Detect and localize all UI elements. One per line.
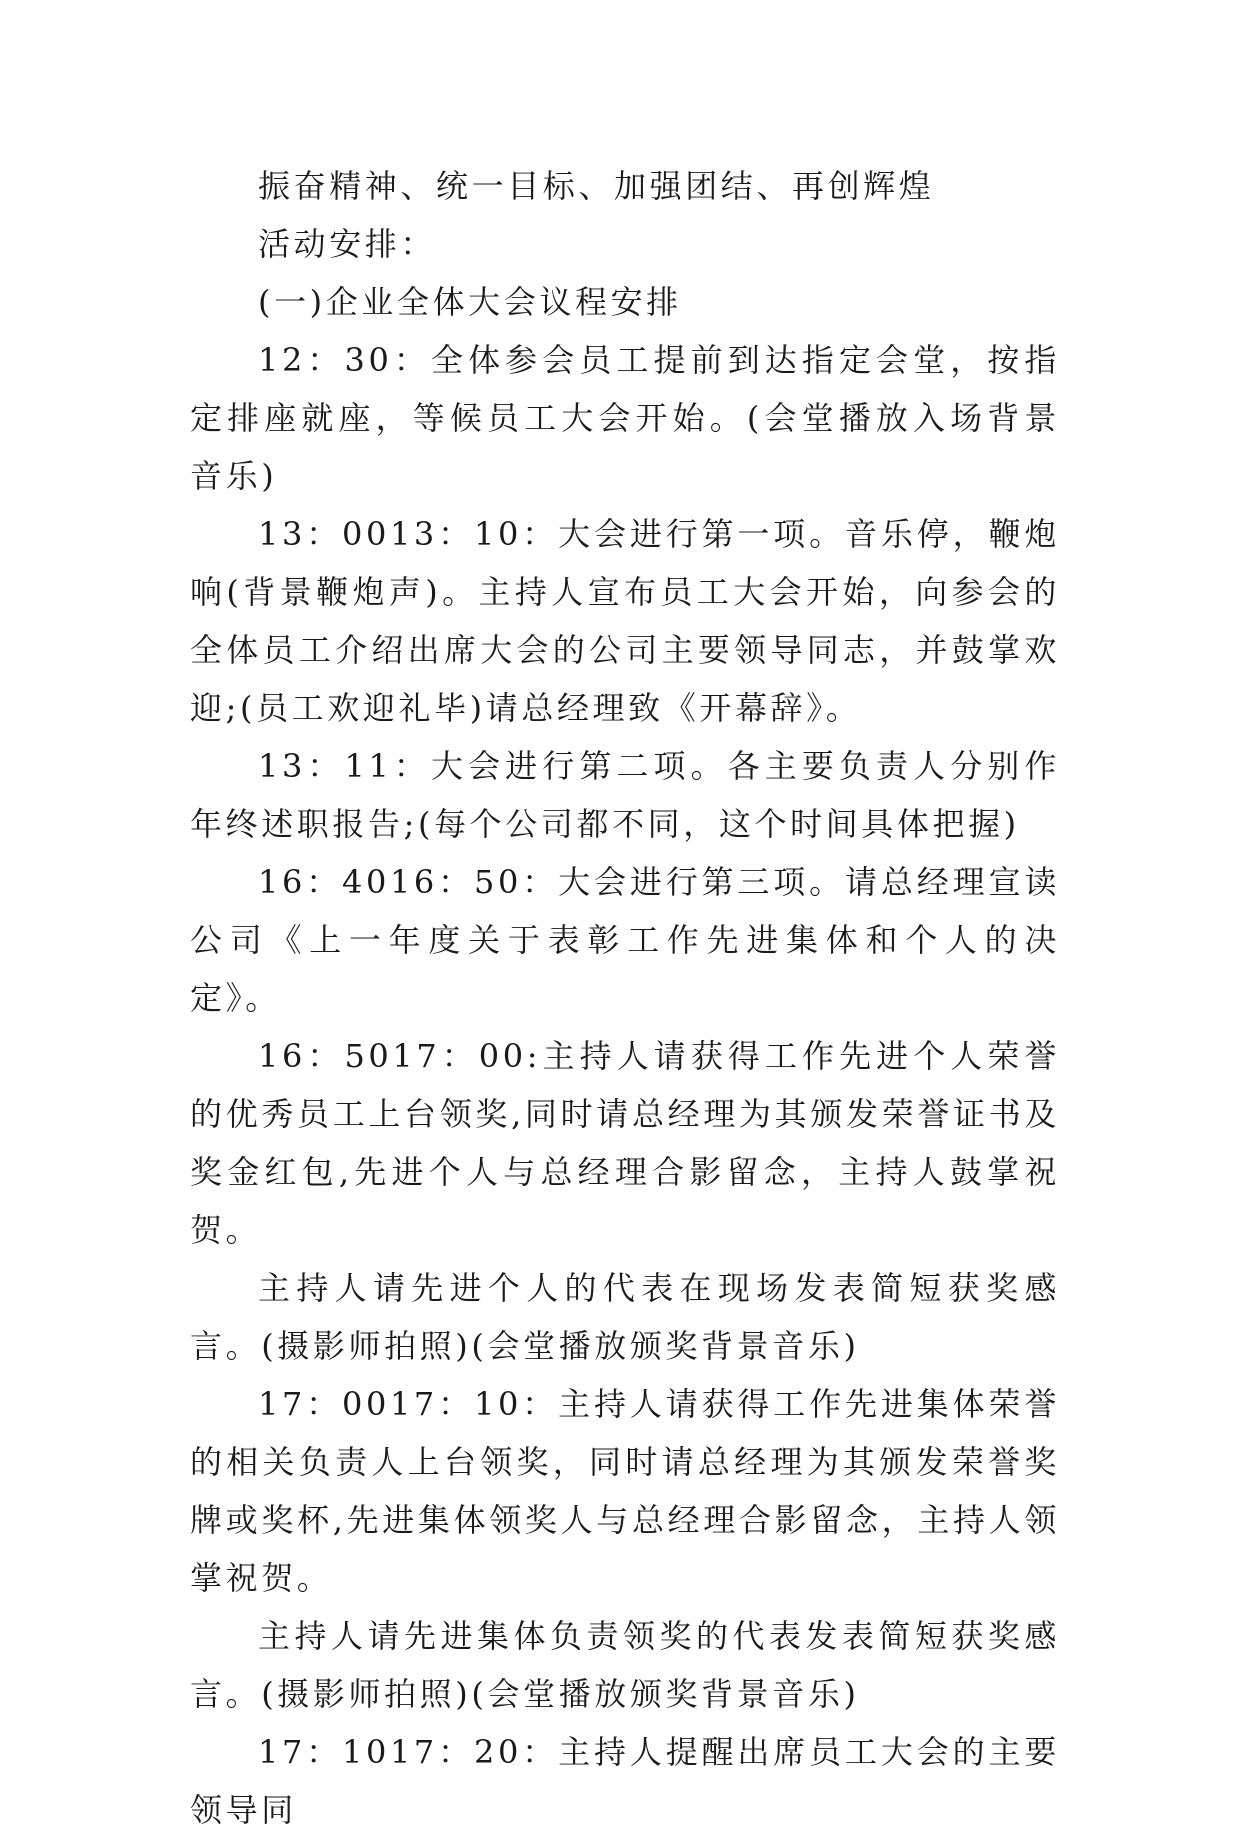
paragraph-item: 16：4016：50：大会进行第三项。请总经理宣读公司《上一年度关于表彰工作先进集体和个人的决定》。 — [190, 863, 1060, 1017]
paragraph-item: 17：1017：20：主持人提醒出席员工大会的主要领导同 — [190, 1733, 1060, 1829]
document-body — [190, 157, 1060, 1839]
paragraph-item: 13：11：大会进行第二项。各主要负责人分别作年终述职报告;(每个公司都不同，这个时间具体把握) — [190, 747, 1060, 843]
paragraph-item: 12：30：全体参会员工提前到达指定会堂，按指定排座就座，等候员工大会开始。(会堂播放入场背景音乐) — [190, 341, 1060, 495]
paragraph-slogan: 振奋精神、统一目标、加强团结、再创辉煌 — [258, 167, 935, 205]
paragraph-item: 主持人请先进个人的代表在现场发表简短获奖感言。(摄影师拍照)(会堂播放颁奖背景音乐) — [190, 1269, 1060, 1365]
paragraph-activity-heading: 活动安排： — [258, 225, 437, 263]
paragraph-item: 13：0013：10：大会进行第一项。音乐停，鞭炮响(背景鞭炮声)。主持人宣布员工大会开始，向参会的全体员工介绍出席大会的公司主要领导同志，并鼓掌欢迎;(员工欢迎礼毕)请总经理致《开幕辞》。 — [190, 515, 1060, 727]
paragraph-item: 16：5017：00:主持人请获得工作先进个人荣誉的优秀员工上台领奖,同时请总经理为其颁发荣誉证书及奖金红包,先进个人与总经理合影留念，主持人鼓掌祝贺。 — [190, 1037, 1060, 1249]
paragraph-item: 主持人请先进集体负责领奖的代表发表简短获奖感言。(摄影师拍照)(会堂播放颁奖背景音乐) — [190, 1617, 1060, 1713]
paragraph-item: 17：0017：10：主持人请获得工作先进集体荣誉的相关负责人上台领奖，同时请总经理为其颁发荣誉奖牌或奖杯,先进集体领奖人与总经理合影留念，主持人领掌祝贺。 — [190, 1385, 1060, 1597]
paragraph-agenda-heading: (一)企业全体大会议程安排 — [258, 283, 682, 321]
